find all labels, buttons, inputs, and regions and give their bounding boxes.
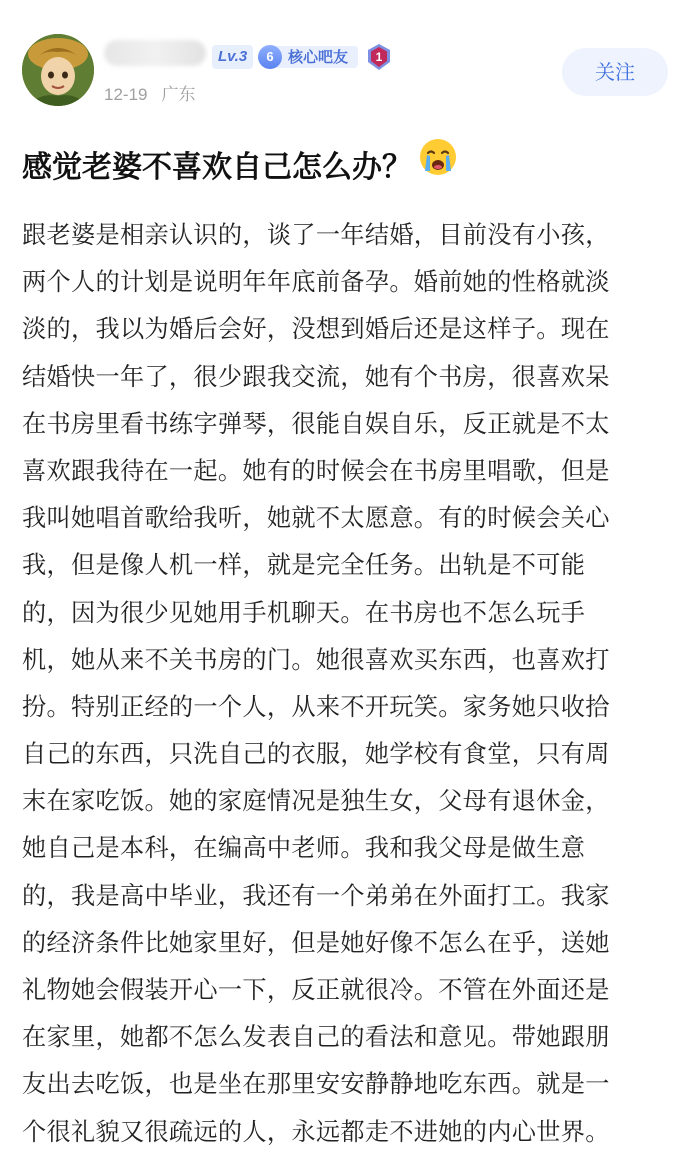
body-line: 结婚快一年了，很少跟我交流，她有个书房，很喜欢呆 [22,362,610,391]
avatar[interactable] [22,34,94,106]
body-line: 在书房里看书练字弹琴，很能自娱自乐，反正就是不太 [22,409,610,438]
body-line: 的，我是高中毕业，我还有一个弟弟在外面打工。我家 [22,881,610,910]
post-title: 感觉老婆不喜欢自己怎么办？ [22,150,412,185]
username-redacted [104,40,206,66]
fan-level-number: 6 [258,45,282,69]
body-line: 礼物她会假装开心一下，反正就很冷。不管在外面还是 [22,976,610,1004]
post-title-row [22,142,662,194]
body-line: 跟老婆是相亲认识的，谈了一年结婚，目前没有小孩， [22,221,610,249]
body-line: 喜欢跟我待在一起。她有的时候会在书房里唱歌，但是 [22,456,610,485]
body-line: 两个人的计划是说明年年底前备孕。婚前她的性格就淡 [22,268,610,297]
fan-badge [258,44,358,70]
body-line: 她自己是本科，在编高中老师。我和我父母是做生意 [22,834,586,863]
avatar-image [22,34,94,106]
post-meta [104,80,195,105]
body-line: 在家里，她都不怎么发表自己的看法和意见。带她跟朋 [22,1023,610,1052]
body-line: 自己的东西，只洗自己的衣服，她学校有食堂，只有周 [22,740,610,769]
body-line: 的，因为很少见她用手机聊天。在书房也不怎么玩手 [22,598,586,627]
rank-badge-icon [366,43,392,71]
body-line: 淡的，我以为婚后会好，没想到婚后还是这样子。现在 [22,315,610,344]
body-line: 机，她从来不关书房的门。她很喜欢买东西，也喜欢打 [22,645,610,674]
fan-level-label: 核心吧友 [276,46,358,68]
body-line: 末在家吃饭。她的家庭情况是独生女，父母有退休金， [22,787,610,816]
post-date: 12-19 [104,85,148,104]
body-line: 的经济条件比她家里好，但是她好像不怎么在乎，送她 [22,928,610,957]
level-badge: Lv.3 [212,45,253,69]
rank-badge-number: 1 [375,50,383,64]
body-line: 友出去吃饭，也是坐在那里安安静静地吃东西。就是一 [22,1070,610,1099]
body-line: 我，但是像人机一样，就是完全任务。出轨是不可能 [22,551,586,580]
body-line: 我叫她唱首歌给我听，她就不太愿意。有的时候会关心 [22,504,610,533]
post-location: 广东 [161,85,196,104]
body-line: 扮。特别正经的一个人，从来不开玩笑。家务她只收拾 [22,692,610,721]
post-header [0,0,690,120]
crying-face-icon [418,137,458,194]
follow-button[interactable]: 关注 [562,48,668,96]
body-line: 个很礼貌又很疏远的人，永远都走不进她的内心世界。 [22,1117,610,1146]
post-body [22,212,670,1156]
